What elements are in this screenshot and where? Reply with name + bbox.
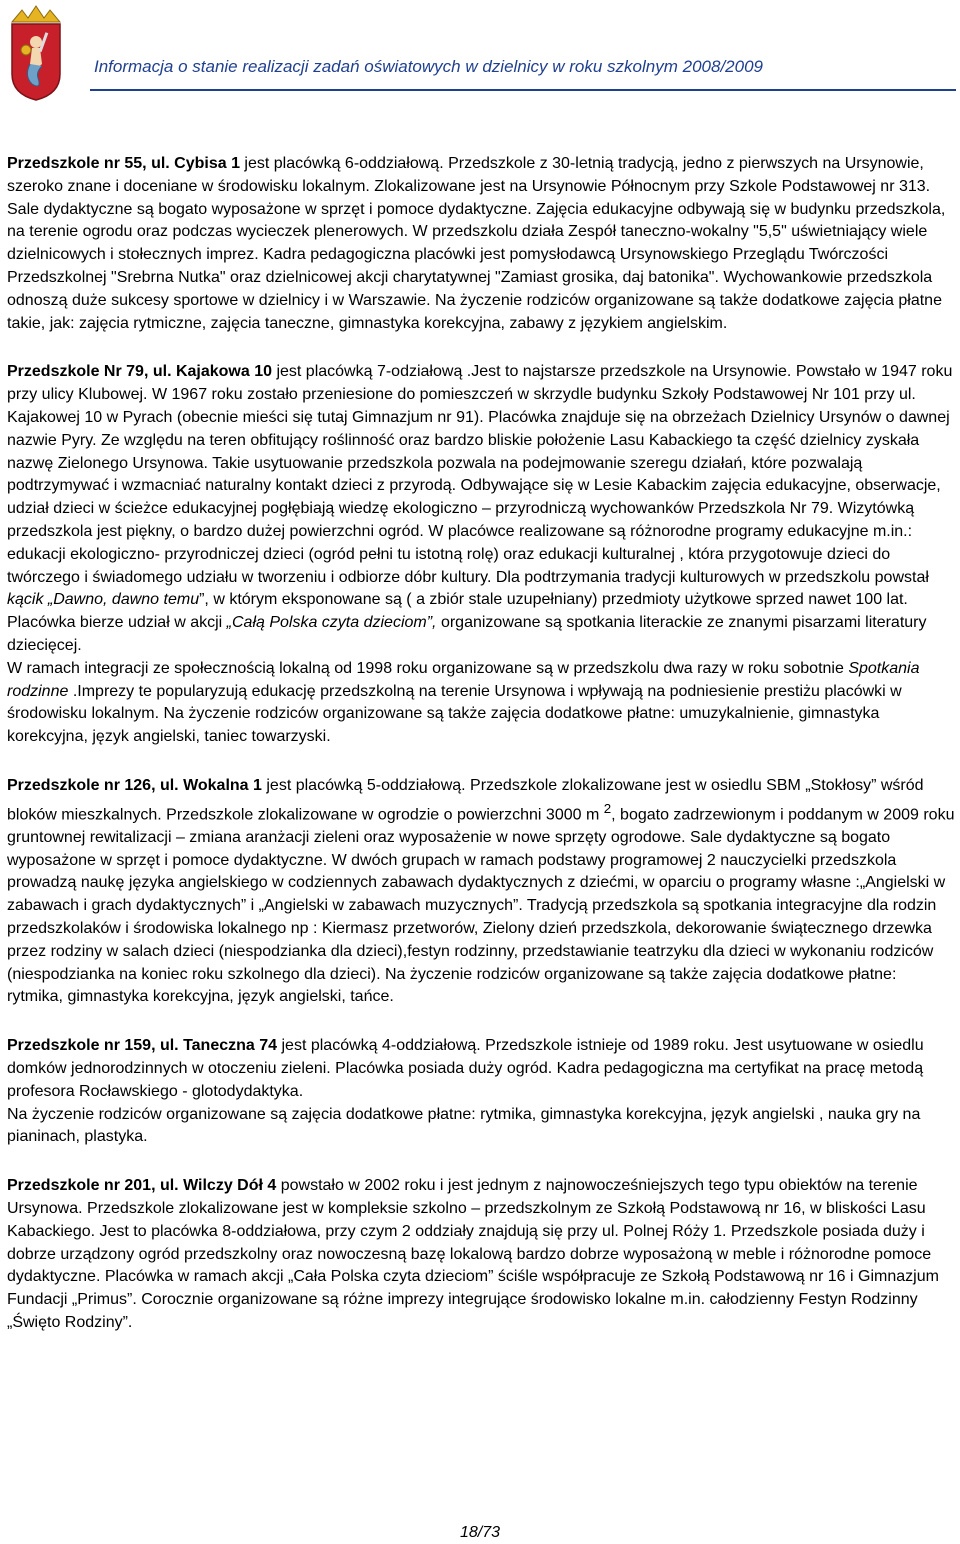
- page-number: 18/73: [459, 1524, 501, 1541]
- paragraph-przedszkole-55: [7, 153, 955, 335]
- document-header-title: Informacja o stanie realizacji zadań oświatowych w dzielnicy w roku szkolnym 2008/2009: [94, 57, 763, 76]
- paragraph-przedszkole-79: [7, 361, 955, 749]
- paragraph-text: W ramach integracji ze społecznością lokalną od 1998 roku organizowane są w przedszkolu dwa razy w roku sobotnie: [7, 659, 849, 677]
- section-heading: Przedszkole nr 201, ul. Wilczy Dół 4: [7, 1177, 277, 1195]
- paragraph-text: jest placówką 4-oddziałową. Przedszkole istnieje od 1989 roku. Jest usytuowane w osiedlu domków jednorodzinnych w otoczeniu zieleni. Placówka posiada duży ogród. Kadra pedagogiczna ma certyfikat na pracę metodą profesora Rocławskiego - glotodydaktyka.: [7, 1037, 924, 1100]
- document-body: [7, 153, 955, 1361]
- paragraph-text: , bogato zadrzewionym i poddanym w 2009 roku gruntownej rewitalizacji – zmiana aranżacji zieleni oraz wyposażenie w nowe sprzęty ogrodowe. Sale dydaktyczne są bogato wyposażone w sprzęt i pomoce dydaktyczne. W dwóch grupach w ramach podstawy programowej 2 nauczycielki przedszkola prowadzą naukę języka angielskiego w codziennych zabawach dydaktycznych z dziećmi, w oparciu o programy własne :„Angielski w zabawach i grach dydaktycznych” i „Angielski w zabawach muzycznych”. Tradycją przedszkola są spotkania integracyjne dla rodzin przedszkolaków i środowiska lokalnego np : Kiermasz przetworów, Zielony dzień przedszkola, dekorowanie świątecznego drzewka przez rodziny w salach dzieci (niespodzianka dla dzieci),festyn rodzinny, przedstawianie teatrzyku dla dzieci w wykonaniu rodziców (niespodzianka na koniec roku szkolnego dla dzieci). Na życzenie rodziców organizowane są także zajęcia dodatkowe płatne: rytmika, gimnastyka korekcyjna, język angielski, tańce.: [7, 806, 955, 1006]
- paragraph-text: jest placówką 6-oddziałową. Przedszkole z 30-letnią tradycją, jedno z pierwszych na Ursynowie, szeroko znane i doceniane w środowisku lokalnym. Zlokalizowane jest na Ursynowie Północnym przy Szkole Podstawowej nr 313. Sale dydaktyczne są bogato wyposażone w sprzęt i pomoce dydaktyczne. Zajęcia edukacyjne odbywają się w budynku przedszkola, na terenie ogrodu oraz podczas wycieczek plenerowych. W przedszkolu działa Zespół taneczno-wokalny "5,5" uświetniający wiele dzielnicowych i stołecznych imprez. Kadra pedagogiczna placówki jest pomysłodawcą Ursynowskiego Przeglądu Twórczości Przedszkolnej "Srebrna Nutka" oraz dzielnicowej akcji charytatywnej "Zamiast grosika, daj batonika". Wychowankowie przedszkola odnoszą duże sukcesy sportowe w dzielnicy i w Warszawie. Na życzenie rodziców organizowane są także dodatkowe zajęcia płatne takie, jak: zajęcia rytmiczne, zajęcia taneczne, gimnastyka korekcyjna, zabawy z językiem angielskim.: [7, 155, 946, 332]
- paragraph-text: powstało w 2002 roku i jest jednym z najnowocześniejszych tego typu obiektów na terenie Ursynowa. Przedszkole zlokalizowane jest w kompleksie szkolno – przedszkolnym ze Szkołą Podstawową nr 16, w bliskości Lasu Kabackiego. Jest to placówka 8-oddziałowa, przy czym 2 oddziały znajdują się przy ul. Polnej Róży 1. Przedszkole posiada duży i dobrze urządzony ogród przedszkolny oraz nowoczesną bazę lokalową bardzo dobrze wyposażoną w meble i różnorodne pomoce dydaktyczne. Placówka w ramach akcji „Cała Polska czyta dzieciom” ściśle współpracuje ze Szkołą Podstawową nr 16 i Gimnazjum Fundacji „Primus”. Corocznie organizowane są różne imprezy integrujące środowisko lokalne m.in. całodzienny Festyn Rodzinny „Święto Rodziny”.: [7, 1177, 939, 1331]
- section-heading: Przedszkole nr 159, ul. Taneczna 74: [7, 1037, 278, 1055]
- paragraph-przedszkole-126: [7, 775, 955, 1009]
- paragraph-text: Na życzenie rodziców organizowane są zajęcia dodatkowe płatne: rytmika, gimnastyka korekcyjna, język angielski , nauka gry na pianinach, plastyka.: [7, 1105, 921, 1146]
- paragraph-text: organizowane są spotkania literackie ze znanymi pisarzami literatury dziecięcej.: [7, 614, 927, 654]
- superscript: 2: [603, 800, 612, 816]
- warsaw-coat-of-arms-icon: [8, 4, 64, 102]
- paragraph-przedszkole-201: [7, 1175, 955, 1335]
- italic-text: kącik „Dawno, dawno temu: [7, 591, 200, 609]
- paragraph-text: .Imprezy te popularyzują edukację przedszkolną na terenie Ursynowa i wpływają na podniesienie prestiżu placówki w środowisku lokalnym. Na życzenie rodziców organizowane są także zajęcia dodatkowe płatne: umuzykalnienie, gimnastyka korekcyjna, język angielski, taniec towarzyski.: [7, 682, 902, 746]
- paragraph-text: jest placówką 7-odziałową .Jest to najstarsze przedszkole na Ursynowie. Powstało w 1947 roku przy ulicy Klubowej. W 1967 roku zostało przeniesione do pomieszczeń w skrzydle budynku Szkoły Podstawowej Nr 101 przy ul. Kajakowej 10 w Pyrach (obecnie mieści się tutaj Gimnazjum nr 91). Placówka znajduje się na obrzeżach Dzielnicy Ursynów o dawnej nazwie Pyry. Ze względu na teren obfitujący roślinność oraz bardzo bliskie położenie Lasu Kabackiego ta część dzielnicy zyskała nazwę Zielonego Ursynowa. Takie usytuowanie przedszkola pozwala na podejmowanie szeregu działań, które pozwalają podtrzymywać i wzmacniać naturalny kontakt dzieci z przyrodą. Odbywające się w Lesie Kabackim zajęcia edukacyjne, obserwacje, udział dzieci w ścieżce edukacyjnej pogłębiają wiedzę ekologiczno – przyrodniczą wychowanków Przedszkola Nr 79. Wizytówką przedszkola jest piękny, o bardzo dużej powierzchni ogród. W placówce realizowane są różnorodne programy edukacyjne m.in.: edukacji ekologiczno- przyrodniczej dzieci (ogród pełni tu istotną rolę) oraz edukacji kulturalnej , która przygotowuje dzieci do twórczego i świadomego udziału w tworzeniu i odbiorze dóbr kultury. Dla podtrzymania tradycji kulturowych w przedszkolu powstał: [7, 363, 953, 586]
- section-heading: Przedszkole nr 126, ul. Wokalna 1: [7, 776, 262, 794]
- italic-text: Spotkania rodzinne: [7, 659, 920, 700]
- page-header: [0, 0, 960, 108]
- header-divider: [90, 89, 956, 91]
- section-heading: Przedszkole nr 55, ul. Cybisa 1: [7, 155, 240, 172]
- paragraph-text: ”, w którym eksponowane są ( a zbiór stale uzupełniany) przedmioty użytkowe sprzed nawet 100 lat. Placówka bierze udział w akcji: [7, 591, 908, 632]
- section-heading: Przedszkole Nr 79, ul. Kajakowa 10: [7, 363, 273, 381]
- paragraph-przedszkole-159: [7, 1035, 955, 1149]
- italic-text: „Całą Polska czyta dzieciom”,: [226, 614, 437, 632]
- paragraph-text: jest placówką 5-oddziałową. Przedszkole zlokalizowane jest w osiedlu SBM „Stokłosy” wśród bloków mieszkalnych. Przedszkole zlokalizowane w ogrodzie o powierzchni 3000 m: [7, 776, 924, 824]
